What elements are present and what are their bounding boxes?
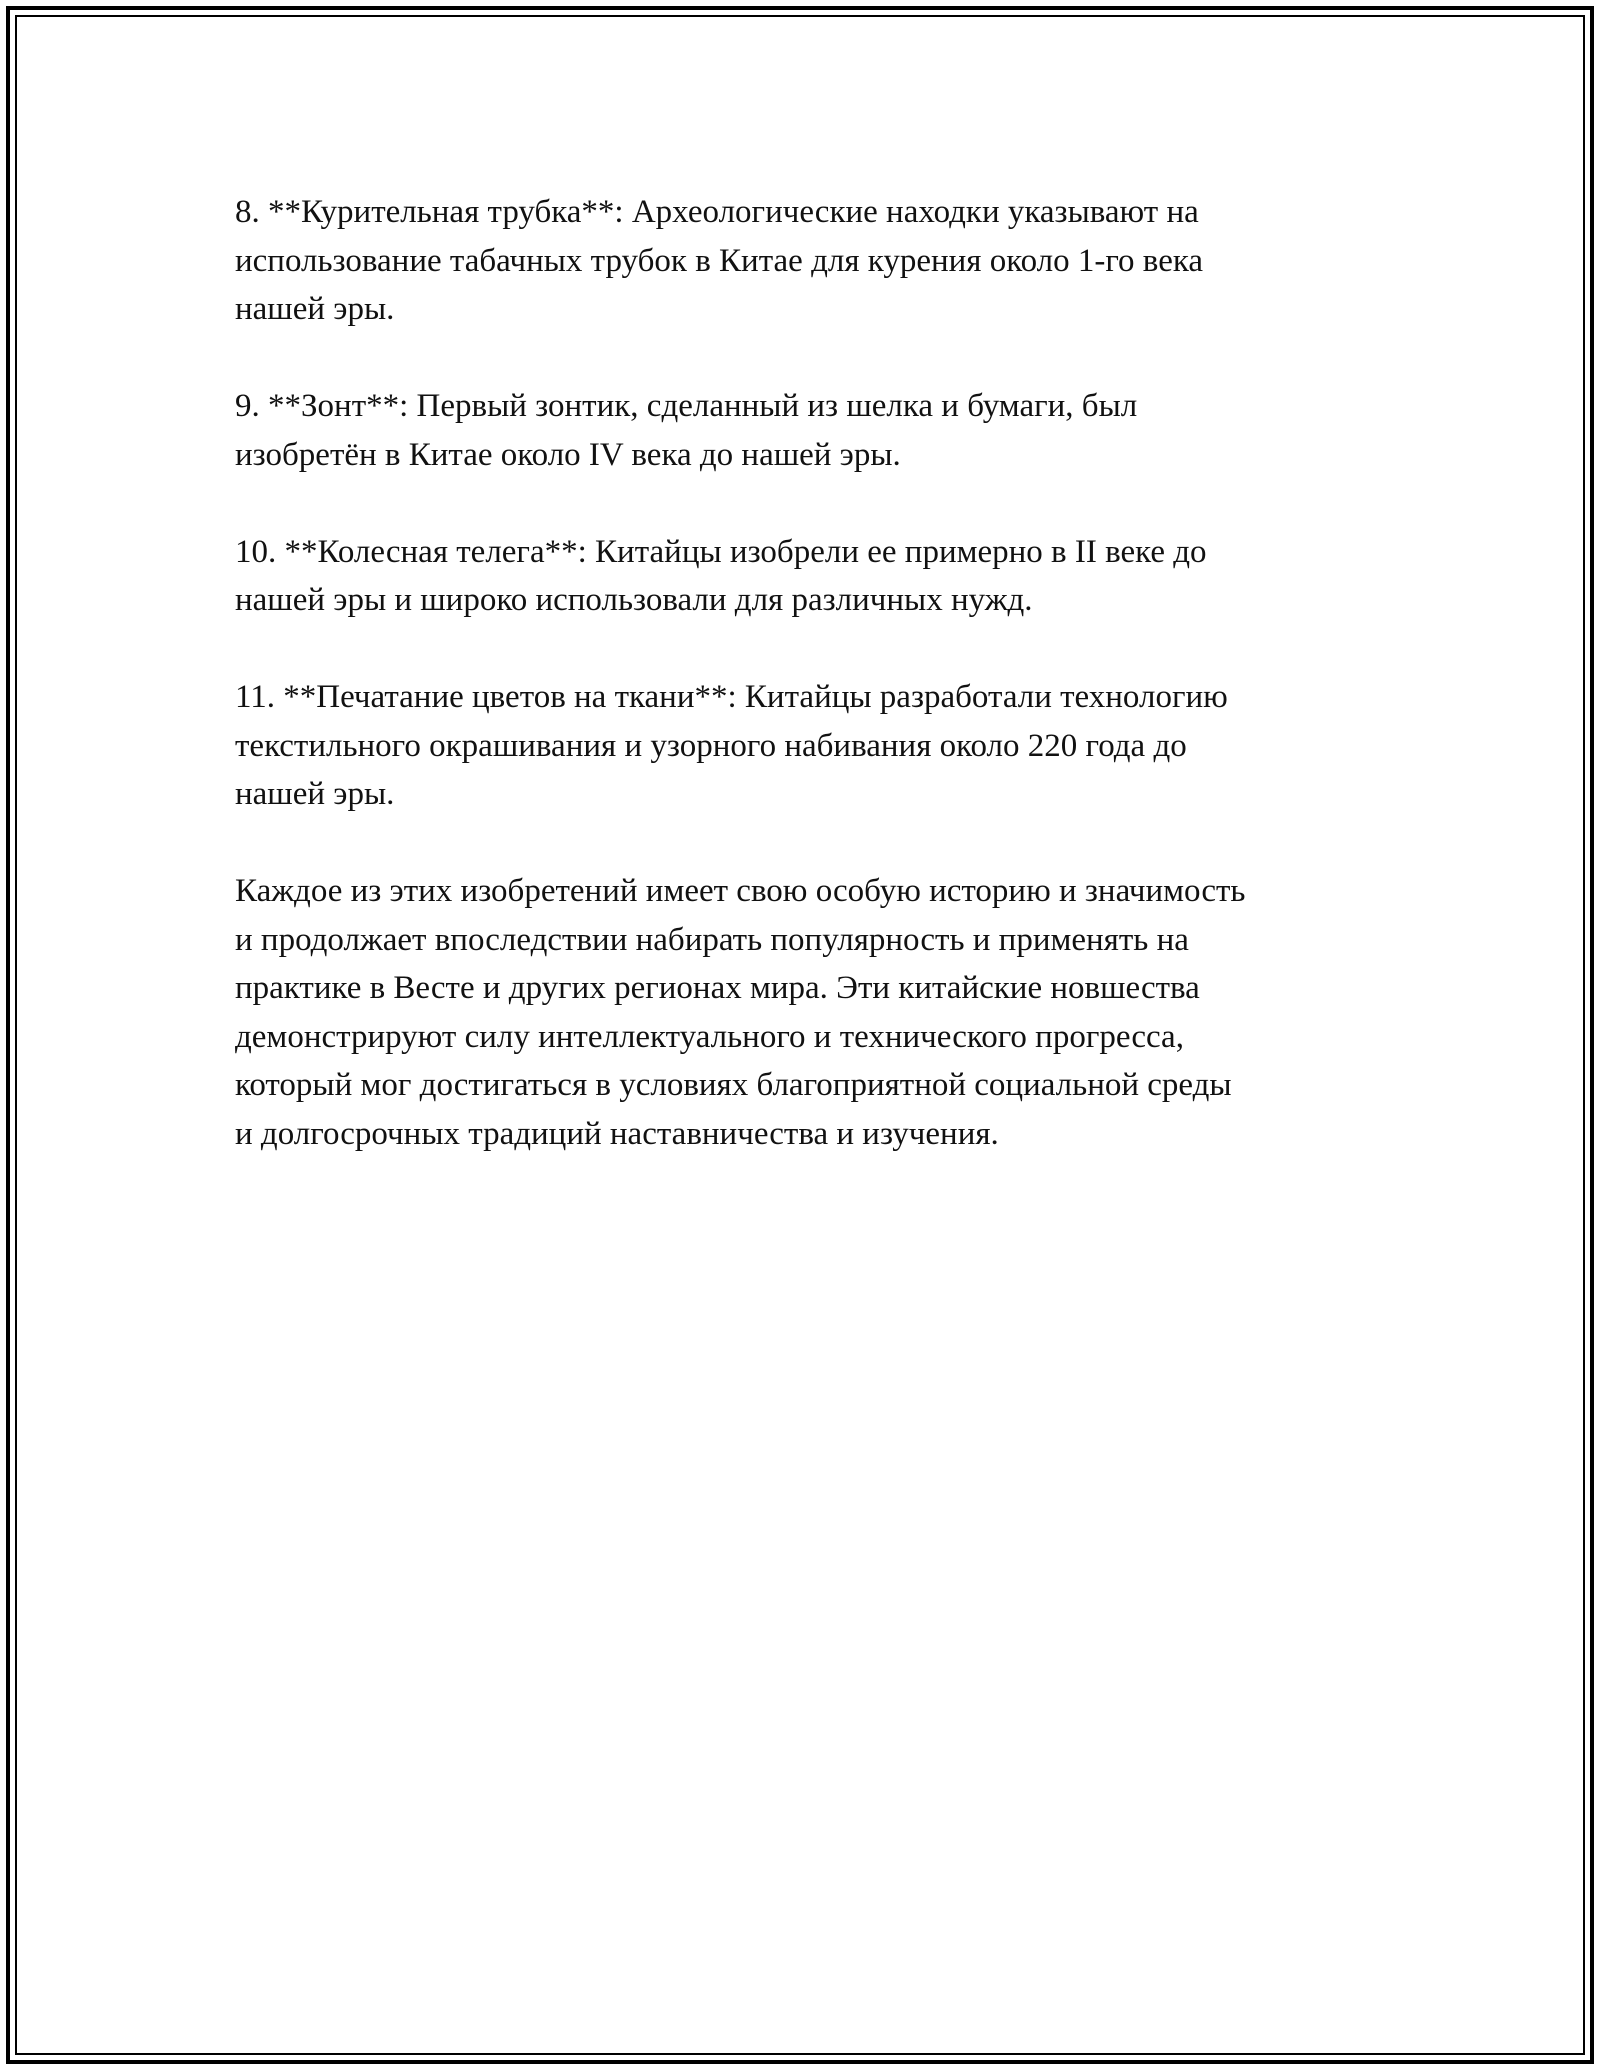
text-line: 10. **Колесная телега**: Китайцы изобрели ее примерно в II веке до: [235, 533, 1207, 570]
paragraph-item-8: [235, 188, 1365, 334]
paragraph-item-10: [235, 528, 1365, 625]
paragraph-item-11: [235, 673, 1365, 819]
text-line: текстильного окрашивания и узорного набивания около 220 года до: [235, 727, 1187, 764]
text-line: нашей эры.: [235, 291, 395, 327]
text-line: нашей эры и широко использовали для различных нужд.: [235, 582, 1033, 618]
text-line: практике в Весте и других регионах мира. Эти китайские новшества: [235, 970, 1200, 1006]
text-line: который мог достигаться в условиях благоприятной социальной среды: [235, 1067, 1232, 1103]
text-line: 9. **Зонт**: Первый зонтик, сделанный из шелка и бумаги, был: [235, 388, 1138, 424]
paragraph-conclusion: [235, 867, 1365, 1158]
text-line: изобретён в Китае около IV века до нашей эры.: [235, 436, 901, 473]
text-line: использование табачных трубок в Китае для курения около 1-го века: [235, 242, 1204, 279]
text-line: Каждое из этих изобретений имеет свою особую историю и значимость: [235, 873, 1246, 909]
document-body: [235, 188, 1365, 1207]
text-line: и продолжает впоследствии набирать популярность и применять на: [235, 921, 1189, 958]
text-line: 11. **Печатание цветов на ткани**: Китайцы разработали технологию: [235, 679, 1228, 715]
paragraph-item-9: [235, 382, 1365, 479]
text-line: и долгосрочных традиций наставничества и изучения.: [235, 1115, 999, 1152]
text-line: нашей эры.: [235, 776, 395, 812]
text-line: демонстрируют силу интеллектуального и технического прогресса,: [235, 1018, 1184, 1055]
text-line: 8. **Курительная трубка**: Археологические находки указывают на: [235, 194, 1199, 230]
